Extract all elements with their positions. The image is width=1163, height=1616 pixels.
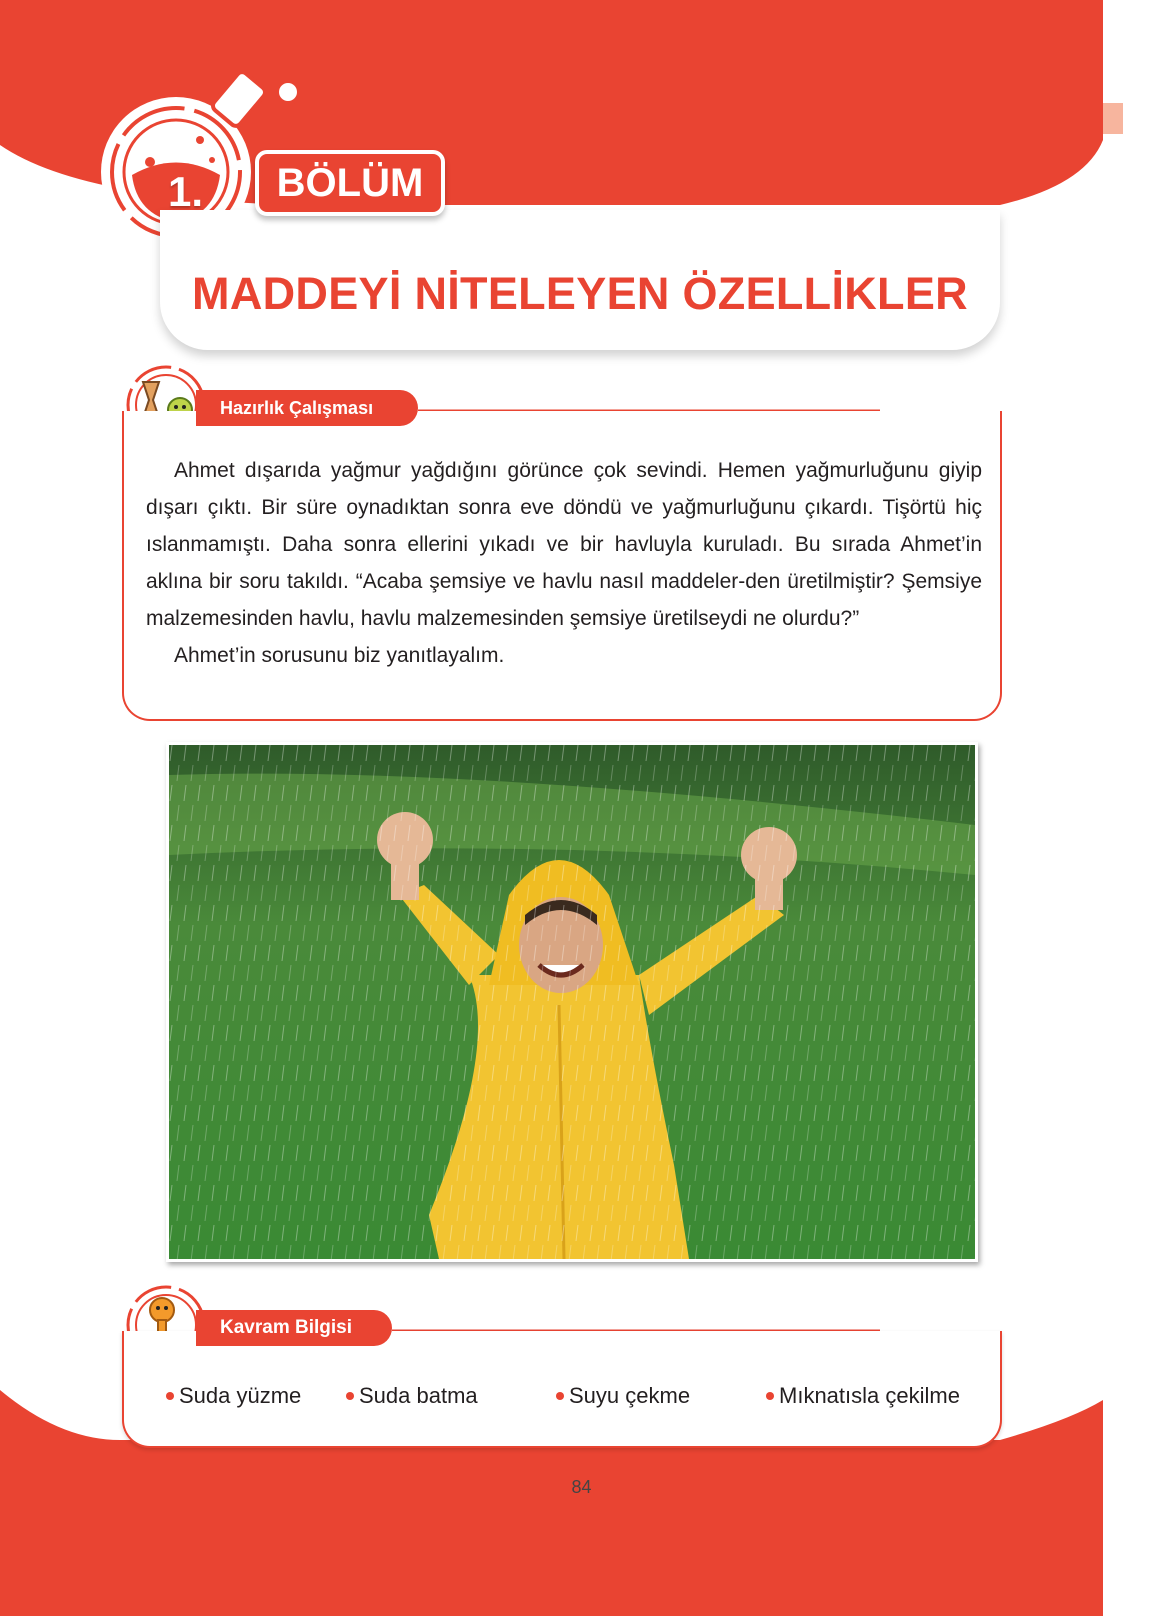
paragraph-1: Ahmet dışarıda yağmur yağdığını görünce çok sevindi. Hemen yağmurluğunu giyip dışarı çıktı. Bir süre oynadıktan sonra eve döndü ve yağmurluğunu çıkardı. Tişörtü hiç ıslanmamıştı. Daha sonra ellerini yıkadı ve bir havluyla kuruladı. Bu sırada Ahmet’in aklına bir soru takıldı. “Acaba şemsiye ve havlu nasıl maddeler-den üretilmiştir? Şemsiye malzemesinden havlu, havlu malzemesinden şemsiye üretilseydi ne olurdu?” — [146, 459, 982, 630]
concept-item-sinking — [346, 1383, 478, 1409]
bullet-dot — [556, 1392, 564, 1400]
concept-item-floating — [166, 1383, 301, 1409]
page-title: MADDEYİ NİTELEYEN ÖZELLİKLER — [192, 268, 968, 319]
side-thumb-tab — [1103, 103, 1123, 134]
concept-heading: Kavram Bilgisi — [196, 1310, 392, 1346]
paragraph-2: Ahmet’in sorusunu biz yanıtlayalım. — [174, 644, 505, 667]
preparation-text — [146, 452, 982, 674]
concept-label: Mıknatısla çekilme — [779, 1383, 960, 1408]
page-number: 84 — [571, 1477, 592, 1497]
bullet-dot — [346, 1392, 354, 1400]
concept-item-magnetic — [766, 1383, 960, 1409]
child-in-raincoat-photo — [166, 742, 978, 1262]
chapter-badge: BÖLÜM — [255, 150, 445, 216]
preparation-heading: Hazırlık Çalışması — [196, 390, 418, 426]
chapter-number: 1. — [168, 168, 204, 215]
concept-label: Suyu çekme — [569, 1383, 691, 1408]
bullet-dot — [766, 1392, 774, 1400]
concept-label: Suda yüzme — [179, 1383, 302, 1408]
concept-item-absorbing — [556, 1383, 690, 1409]
concept-label: Suda batma — [359, 1383, 478, 1408]
bullet-dot — [166, 1392, 174, 1400]
right-edge-strip — [1103, 0, 1163, 1616]
